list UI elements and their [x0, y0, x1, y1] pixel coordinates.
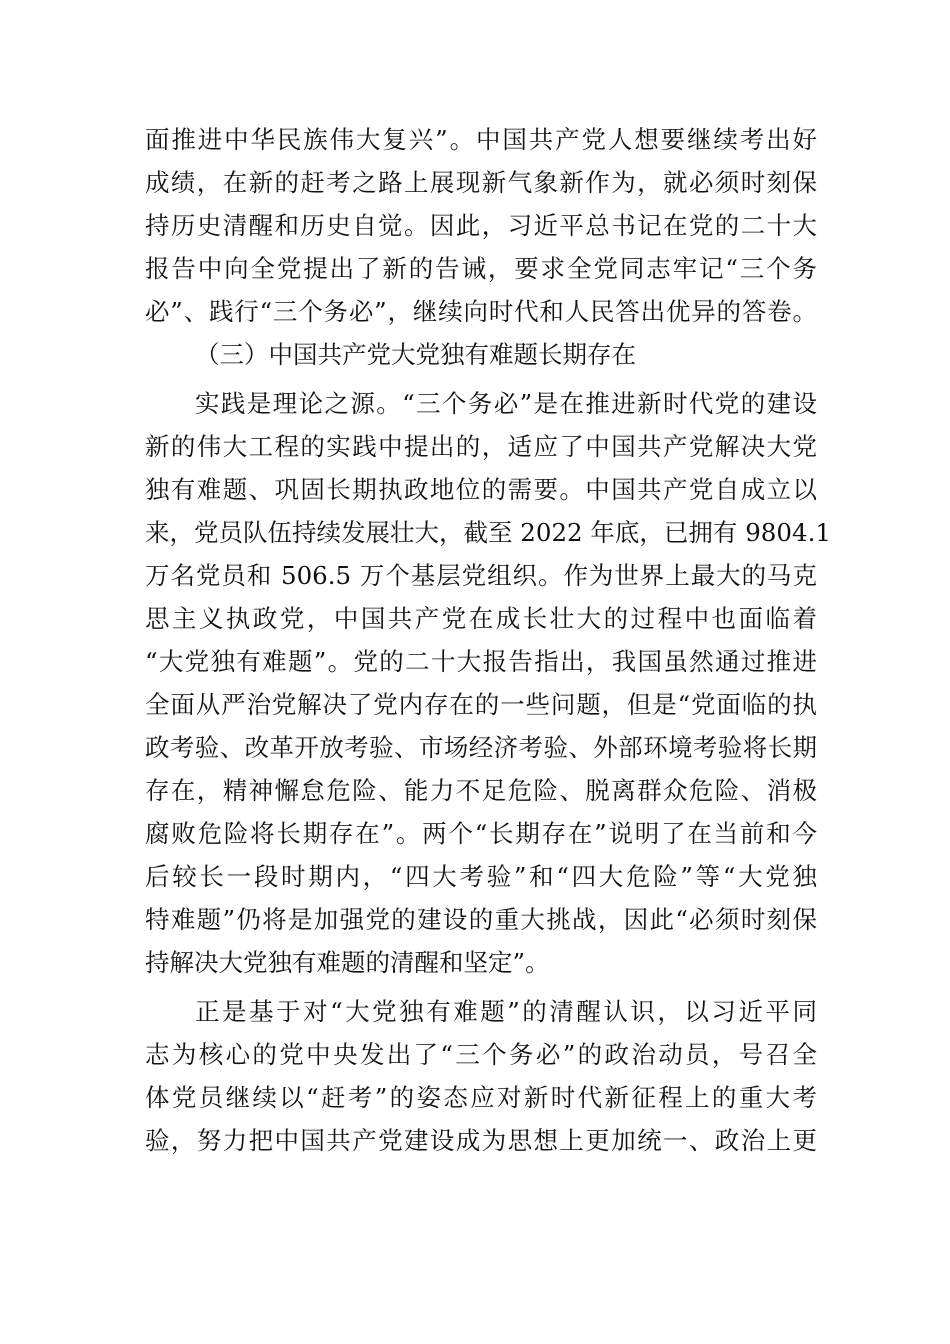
heading-text: （三）中国共产党大党独有难题长期存在 — [195, 340, 636, 369]
paragraph-3 — [145, 990, 817, 1162]
text-line: 全面从严治党解决了党内存在的一些问题，但是“党面临的执 — [145, 690, 817, 719]
text-line: 来，党员队伍持续发展壮大，截至 2022 年底，已拥有 9804.1 — [145, 518, 831, 547]
text-line: 万名党员和 506.5 万个基层党组织。作为世界上最大的马克 — [145, 561, 817, 590]
paragraph-continuation — [145, 118, 817, 333]
text-line: 正是基于对“大党独有难题”的清醒认识，以习近平同 — [195, 997, 817, 1026]
text-line: 必”、践行“三个务必”，继续向时代和人民答出优异的答卷。 — [145, 297, 817, 326]
text-line: 持解决大党独有难题的清醒和坚定”。 — [145, 948, 550, 977]
text-line: 特难题”仍将是加强党的建设的重大挑战，因此“必须时刻保 — [145, 905, 817, 934]
text-line: 腐败危险将长期存在”。两个“长期存在”说明了在当前和今 — [145, 819, 817, 848]
text-line: 实践是理论之源。“三个务必”是在推进新时代党的建设 — [195, 389, 817, 418]
text-line: 政考验、改革开放考验、市场经济考验、外部环境考验将长期 — [145, 733, 817, 762]
section-heading — [145, 333, 817, 376]
text-line: 持历史清醒和历史自觉。因此，习近平总书记在党的二十大 — [145, 211, 817, 240]
paragraph-2 — [145, 382, 831, 984]
text-line: 存在，精神懈怠危险、能力不足危险、脱离群众危险、消极 — [145, 776, 817, 805]
text-line: 体党员继续以“赶考”的姿态应对新时代新征程上的重大考 — [145, 1083, 817, 1112]
body-text — [145, 118, 831, 1162]
text-line: 成绩，在新的赶考之路上展现新气象新作为，就必须时刻保 — [145, 168, 817, 197]
text-line: 独有难题、巩固长期执政地位的需要。中国共产党自成立以 — [145, 475, 817, 504]
text-line: 新的伟大工程的实践中提出的，适应了中国共产党解决大党 — [145, 432, 817, 461]
text-line: 验，努力把中国共产党建设成为思想上更加统一、政治上更 — [145, 1126, 817, 1155]
text-line: 报告中向全党提出了新的告诫，要求全党同志牢记“三个务 — [145, 254, 817, 283]
text-line: 思主义执政党，中国共产党在成长壮大的过程中也面临着 — [145, 604, 817, 633]
text-line: 志为核心的党中央发出了“三个务必”的政治动员，号召全 — [145, 1040, 817, 1069]
text-line: “大党独有难题”。党的二十大报告指出，我国虽然通过推进 — [145, 647, 817, 676]
text-line: 面推进中华民族伟大复兴”。中国共产党人想要继续考出好 — [145, 125, 817, 154]
text-line: 后较长一段时期内，“四大考验”和“四大危险”等“大党独 — [145, 862, 817, 891]
